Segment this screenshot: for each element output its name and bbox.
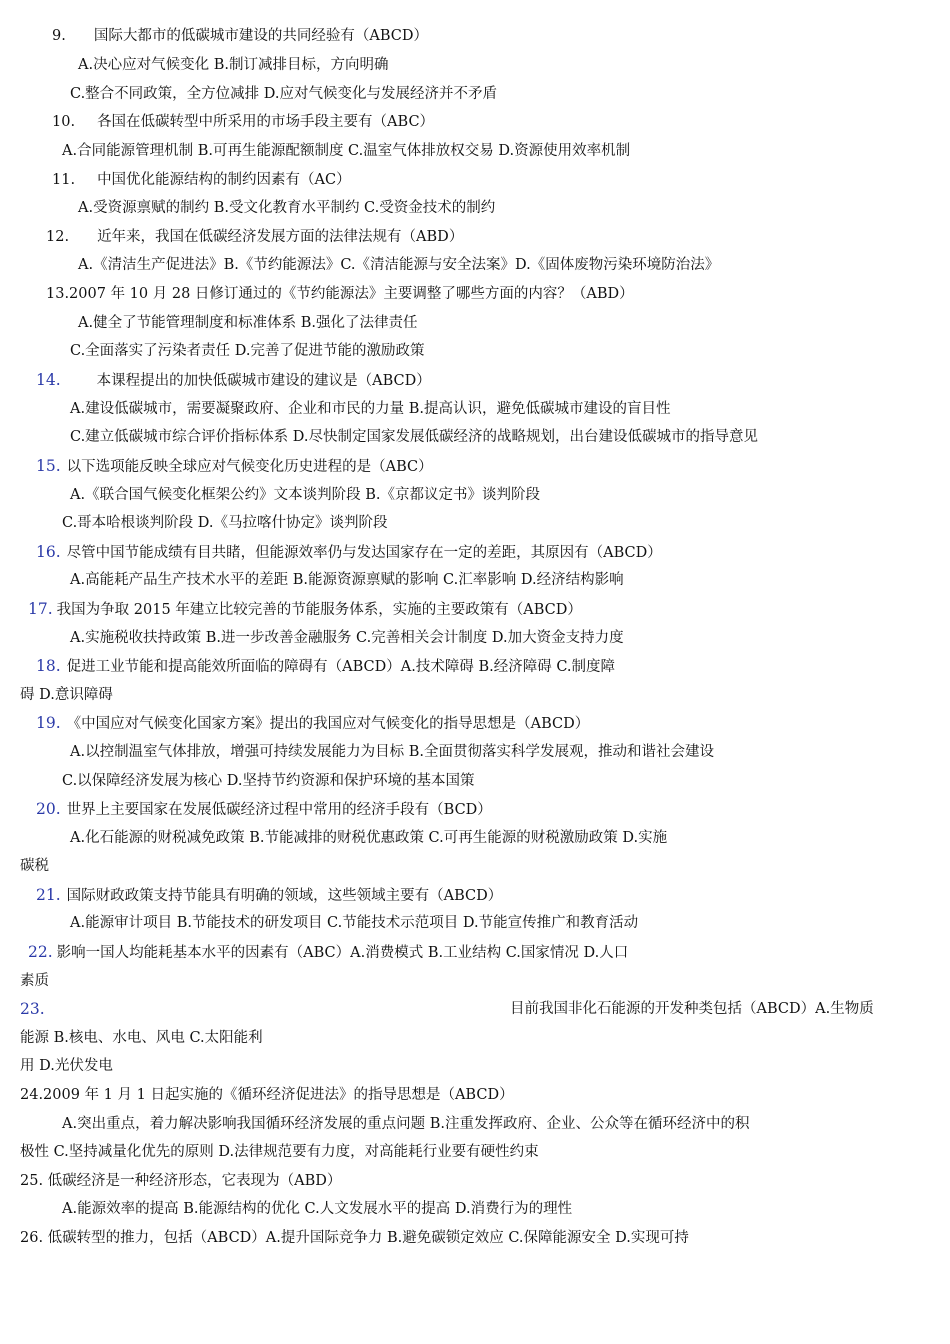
- answer-continuation: 能源 B.核电、水电、风电 C.太阳能利: [20, 1030, 263, 1046]
- question-9: [52, 26, 428, 46]
- question-number: 21.: [36, 886, 61, 904]
- question-number: 15.: [36, 457, 61, 475]
- question-20: [36, 799, 492, 820]
- question-text: 以下选项能反映全球应对气候变化历史进程的是（ABC）: [66, 459, 433, 475]
- question-17: [28, 599, 582, 620]
- answer-options: A.《清洁生产促进法》B.《节约能源法》C.《清洁能源与安全法案》D.《固体废物污染环境防治法》: [78, 257, 720, 273]
- question-number: 10.: [52, 114, 76, 130]
- question-number: 17.: [28, 600, 53, 618]
- question-number: 18.: [36, 657, 61, 675]
- question-number: 12.: [46, 229, 70, 245]
- question-number: 20.: [36, 800, 61, 818]
- question-number: 9.: [52, 28, 66, 44]
- question-22: [28, 942, 628, 963]
- question-text: 影响一国人均能耗基本水平的因素有（ABC）A.消费模式 B.工业结构 C.国家情况 D.人口: [56, 945, 629, 961]
- answer-options: A.建设低碳城市，需要凝聚政府、企业和市民的力量 B.提高认识，避免低碳城市建设的盲目性: [70, 401, 671, 417]
- answer-options: C.以保障经济发展为核心 D.坚持节约资源和保护环境的基本国策: [62, 773, 475, 789]
- question-number: 23.: [20, 1000, 45, 1018]
- answer-options: A.以控制温室气体排放，增强可持续发展能力为目标 B.全面贯彻落实科学发展观，推动和谐社会建设: [70, 744, 714, 760]
- question-text: 《中国应对气候变化国家方案》提出的我国应对气候变化的指导思想是（ABCD）: [66, 716, 590, 732]
- question-26: 26. 低碳转型的推力，包括（ABCD）A.提升国际竞争力 B.避免碳锁定效应 C.保障能源安全 D.实现可持: [20, 1230, 689, 1246]
- answer-options: A.能源效率的提高 B.能源结构的优化 C.人文发展水平的提高 D.消费行为的理性: [62, 1201, 573, 1217]
- question-number: 22.: [28, 943, 53, 961]
- answer-options: A.高能耗产品生产技术水平的差距 B.能源资源禀赋的影响 C.汇率影响 D.经济结构影响: [70, 572, 624, 588]
- answer-continuation: 用 D.光伏发电: [20, 1058, 113, 1074]
- question-10: [52, 112, 434, 132]
- answer-options: A.突出重点，着力解决影响我国循环经济发展的重点问题 B.注重发挥政府、企业、公众等在循环经济中的积: [62, 1116, 750, 1132]
- question-number: 11.: [52, 172, 76, 188]
- question-11: [52, 170, 351, 190]
- answer-options: A.能源审计项目 B.节能技术的研发项目 C.节能技术示范项目 D.节能宣传推广和教育活动: [70, 915, 639, 931]
- answer-options: C.哥本哈根谈判阶段 D.《马拉喀什协定》谈判阶段: [62, 515, 388, 531]
- question-text: 世界上主要国家在发展低碳经济过程中常用的经济手段有（BCD）: [66, 802, 492, 818]
- question-text: 中国优化能源结构的制约因素有（AC）: [97, 172, 351, 188]
- question-21: [36, 885, 502, 906]
- question-14: [36, 370, 431, 391]
- answer-options: A.实施税收扶持政策 B.进一步改善金融服务 C.完善相关会计制度 D.加大资金支持力度: [70, 630, 624, 646]
- answer-options: A.《联合国气候变化框架公约》文本谈判阶段 B.《京都议定书》谈判阶段: [70, 487, 540, 503]
- question-text: 近年来，我国在低碳经济发展方面的法律法规有（ABD）: [97, 229, 464, 245]
- answer-options: A.受资源禀赋的制约 B.受文化教育水平制约 C.受资金技术的制约: [78, 200, 496, 216]
- question-19: [36, 713, 589, 734]
- question-23-number: [20, 999, 45, 1020]
- answer-options: C.整合不同政策，全方位减排 D.应对气候变化与发展经济并不矛盾: [70, 86, 498, 102]
- question-12: [46, 227, 463, 247]
- question-16: [36, 542, 662, 563]
- answer-options: A.合同能源管理机制 B.可再生能源配额制度 C.温室气体排放权交易 D.资源使用效率机制: [62, 143, 631, 159]
- question-number: 16.: [36, 543, 61, 561]
- answer-continuation: 碳税: [20, 858, 49, 874]
- answer-options: C.建立低碳城市综合评价指标体系 D.尽快制定国家发展低碳经济的战略规划，出台建设低碳城市的指导意见: [70, 429, 759, 445]
- answer-options: A.决心应对气候变化 B.制订减排目标，方向明确: [78, 57, 389, 73]
- answer-continuation: 素质: [20, 973, 49, 989]
- answer-continuation: 极性 C.坚持减量化优先的原则 D.法律规范要有力度，对高能耗行业要有硬性约束: [20, 1144, 539, 1160]
- question-15: [36, 456, 433, 477]
- answer-options: A.健全了节能管理制度和标准体系 B.强化了法律责任: [78, 315, 418, 331]
- question-number: 14.: [36, 371, 61, 389]
- question-text: 国际大都市的低碳城市建设的共同经验有（ABCD）: [93, 28, 428, 44]
- question-18: [36, 656, 615, 677]
- answer-options: A.化石能源的财税减免政策 B.节能减排的财税优惠政策 C.可再生能源的财税激励政策 D.实施: [70, 830, 668, 846]
- question-13: 13.2007 年 10 月 28 日修订通过的《节约能源法》主要调整了哪些方面的内容？（ABD）: [46, 286, 634, 302]
- question-text: 各国在低碳转型中所采用的市场手段主要有（ABC）: [97, 114, 435, 130]
- question-text: 本课程提出的加快低碳城市建设的建议是（ABCD）: [96, 373, 431, 389]
- answer-options: C.全面落实了污染者责任 D.完善了促进节能的激励政策: [70, 343, 425, 359]
- question-number: 19.: [36, 714, 61, 732]
- question-24: 24.2009 年 1 月 1 日起实施的《循环经济促进法》的指导思想是（ABCD）: [20, 1087, 514, 1103]
- question-text: 我国为争取 2015 年建立比较完善的节能服务体系，实施的主要政策有（ABCD）: [56, 602, 582, 618]
- question-25: 25. 低碳经济是一种经济形态，它表现为（ABD）: [20, 1173, 342, 1189]
- question-text: 尽管中国节能成绩有目共睹，但能源效率仍与发达国家存在一定的差距，其原因有（ABCD）: [66, 545, 662, 561]
- question-text: 国际财政政策支持节能具有明确的领域，这些领域主要有（ABCD）: [66, 888, 503, 904]
- answer-continuation: 碍 D.意识障碍: [20, 687, 113, 703]
- question-23-text: 目前我国非化石能源的开发种类包括（ABCD）A.生物质: [510, 1001, 874, 1017]
- question-text: 促进工业节能和提高能效所面临的障碍有（ABCD）A.技术障碍 B.经济障碍 C.制度障: [66, 659, 616, 675]
